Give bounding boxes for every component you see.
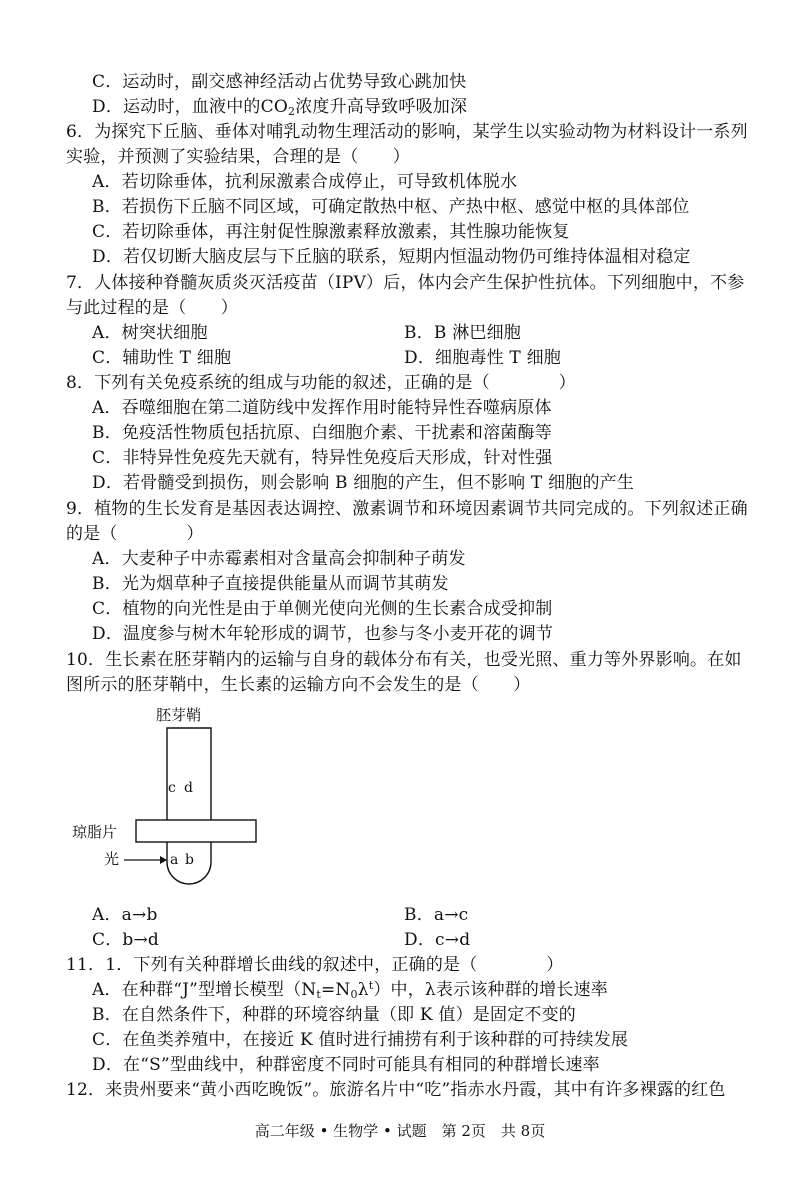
- coleoptile-figure: [60, 700, 360, 900]
- q9-stem-2: 的是（ ）: [66, 524, 204, 544]
- q7-option-a: A．树突状细胞: [92, 323, 208, 343]
- label-a: a: [170, 852, 179, 868]
- figure-title: 胚芽鞘: [156, 706, 202, 724]
- q10-option-d: D．c→d: [404, 930, 471, 950]
- q8-option-c: C．非特异性免疫先天就有，特异性免疫后天形成，针对性强: [92, 448, 553, 468]
- q10-option-a: A．a→b: [92, 905, 158, 925]
- q6-stem-2: 实验，并预测了实验结果，合理的是（ ）: [66, 147, 410, 167]
- label-c: c: [168, 780, 176, 796]
- q7-option-d: D．细胞毒性 T 细胞: [404, 348, 561, 368]
- q8-option-a: A．吞噬细胞在第二道防线中发挥作用时能特异性吞噬病原体: [92, 398, 552, 418]
- light-arrow-head: [160, 856, 167, 864]
- q8-stem: 8．下列有关免疫系统的组成与功能的叙述，正确的是（ ）: [66, 373, 576, 393]
- q9-option-d: D．温度参与树木年轮形成的调节，也参与冬小麦开花的调节: [92, 624, 554, 644]
- q6-option-b: B．若损伤下丘脑不同区域，可确定散热中枢、产热中枢、感觉中枢的具体部位: [92, 197, 690, 217]
- q9-stem-1: 9．植物的生长发育是基因表达调控、激素调节和环境因素调节共同完成的。下列叙述正确: [66, 499, 748, 519]
- q7-stem-2: 与此过程的是（ ）: [66, 298, 238, 318]
- q6-option-a: A．若切除垂体，抗利尿激素合成停止，可导致机体脱水: [92, 172, 518, 192]
- q10-option-c: C．b→d: [92, 930, 160, 950]
- q11-option-d: D．在“S”型曲线中，种群密度不同时可能具有相同的种群增长速率: [92, 1055, 600, 1075]
- label-d: d: [184, 780, 193, 796]
- label-b: b: [185, 852, 194, 868]
- q11-option-a: A．在种群“J”型增长模型$(N_t=N_0\lambda^t)$中，λ表示该种群的增长速率: [92, 979, 608, 1001]
- q10-stem-2: 图所示的胚芽鞘中，生长素的运输方向不会发生的是（ ）: [66, 675, 531, 695]
- q6-option-c: C．若切除垂体，再注射促性腺激素释放激素，其性腺功能恢复: [92, 222, 570, 242]
- q11-stem: 11．1．下列有关种群增长曲线的叙述中，正确的是（ ）: [66, 955, 564, 975]
- light-label: 光: [104, 850, 120, 868]
- q5-option-d: D．运动时，血液中的$CO_2$浓度升高导致呼吸加深: [92, 97, 468, 118]
- coleoptile-diagram: [60, 700, 360, 900]
- q9-option-c: C．植物的向光性是由于单侧光使向光侧的生长素合成受抑制: [92, 599, 553, 619]
- q6-option-d: D．若仅切断大脑皮层与下丘脑的联系，短期内恒温动物仍可维持体温相对稳定: [92, 247, 691, 267]
- q9-option-a: A．大麦种子中赤霉素相对含量高会抑制种子萌发: [92, 549, 466, 569]
- q7-stem-1: 7．人体接种脊髓灰质炎灭活疫苗（IPV）后，体内会产生保护性抗体。下列细胞中，不参: [66, 273, 745, 293]
- q10-option-b: B．a→c: [404, 905, 469, 925]
- q7-option-b: B．B 淋巴细胞: [404, 323, 521, 343]
- q12-stem: 12．来贵州要来“黄小西吃晚饭”。旅游名片中“吃”指赤水丹霞，其中有许多裸露的红色: [66, 1080, 726, 1100]
- agar-block: [136, 820, 256, 842]
- agar-label: 琼脂片: [72, 823, 118, 841]
- q8-option-b: B．免疫活性物质包括抗原、白细胞介素、干扰素和溶菌酶等: [92, 423, 552, 443]
- q10-stem-1: 10．生长素在胚芽鞘内的运输与自身的载体分布有关，也受光照、重力等外界影响。在如: [66, 650, 742, 670]
- q7-option-c: C．辅助性 T 细胞: [92, 348, 232, 368]
- q11-option-c: C．在鱼类养殖中，在接近 K 值时进行捕捞有利于该种群的可持续发展: [92, 1030, 629, 1050]
- q6-stem-1: 6．为探究下丘脑、垂体对哺乳动物生理活动的影响，某学生以实验动物为材料设计一系列: [66, 122, 748, 142]
- q5-option-c: C．运动时，副交感神经活动占优势导致心跳加快: [92, 72, 467, 92]
- page-footer: 高二年级 • 生物学 • 试题 第 2页 共 8页: [254, 1122, 546, 1140]
- q11-option-b: B．在自然条件下，种群的环境容纳量（即 K 值）是固定不变的: [92, 1005, 576, 1025]
- q8-option-d: D．若骨髓受到损伤，则会影响 B 细胞的产生，但不影响 T 细胞的产生: [92, 473, 635, 493]
- q9-option-b: B．光为烟草种子直接提供能量从而调节其萌发: [92, 574, 449, 594]
